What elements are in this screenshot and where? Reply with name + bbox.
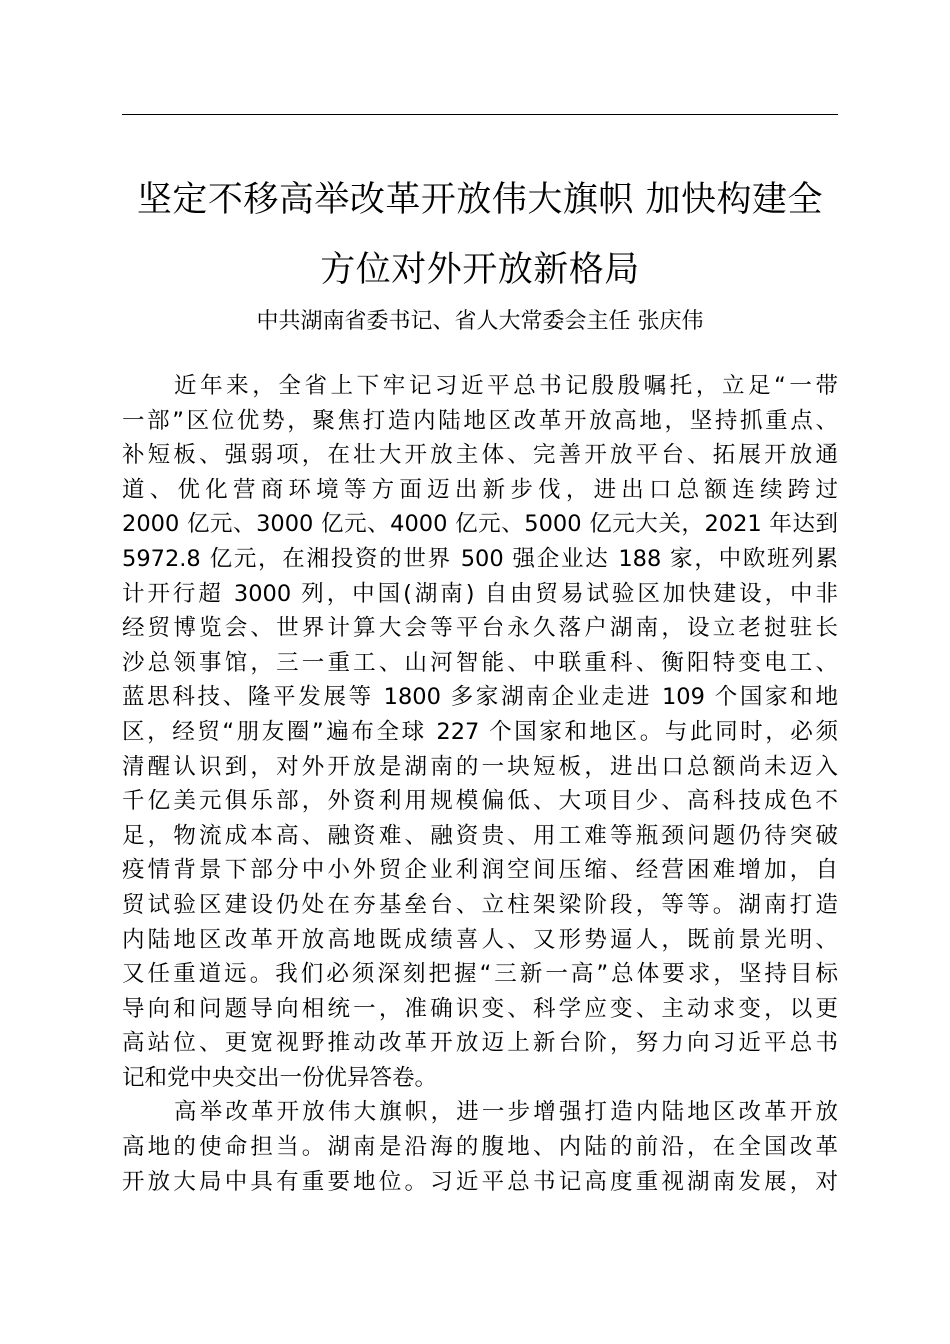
paragraph-line: 高站位、更宽视野推动改革开放迈上新台阶，努力向习近平总书 [122,1030,838,1057]
paragraph-line: 导向和问题导向相统一，准确识变、科学应变、主动求变，以更 [122,995,838,1022]
paragraph-line: 清醒认识到，对外开放是湖南的一块短板，进出口总额尚未迈入 [122,753,838,780]
paragraph-line: 沙总领事馆，三一重工、山河智能、中联重科、衡阳特变电工、 [122,649,838,676]
paragraph-line: 又任重道远。我们必须深刻把握“三新一高”总体要求，坚持目标 [122,961,838,988]
paragraph-line: 足，物流成本高、融资难、融资贵、用工难等瓶颈问题仍待突破 [122,822,838,849]
paragraph-1 [122,369,838,1095]
paragraph-line: 高举改革开放伟大旗帜，进一步增强打造内陆地区改革开放 [174,1099,838,1126]
author-byline: 中共湖南省委书记、省人大常委会主任 张庆伟 [256,309,704,334]
paragraph-line: 2000 亿元、3000 亿元、4000 亿元、5000 亿元大关，2021 年达到 [122,511,838,538]
paragraph-line: 道、优化营商环境等方面迈出新步伐，进出口总额连续跨过 [122,476,838,503]
paragraph-line: 疫情背景下部分中小外贸企业利润空间压缩、经营困难增加，自 [122,857,838,884]
article-title-line-1: 坚定不移高举改革开放伟大旗帜 加快构建全 [136,180,824,220]
paragraph-line: 蓝思科技、隆平发展等 1800 多家湖南企业走进 109 个国家和地 [122,684,838,711]
paragraph-line: 内陆地区改革开放高地既成绩喜人、又形势逼人，既前景光明、 [122,926,838,953]
paragraph-line: 记和党中央交出一份优异答卷。 [122,1064,438,1091]
paragraph-line: 贸试验区建设仍处在夯基垒台、立柱架梁阶段，等等。湖南打造 [122,891,838,918]
paragraph-line: 计开行超 3000 列，中国(湖南) 自由贸易试验区加快建设，中非 [122,580,838,607]
article-title-line-2: 方位对外开放新格局 [320,250,640,290]
paragraph-line: 区，经贸“朋友圈”遍布全球 227 个国家和地区。与此同时，必须 [122,718,838,745]
paragraph-2 [122,1095,838,1199]
paragraph-line: 5972.8 亿元，在湘投资的世界 500 强企业达 188 家，中欧班列累 [122,545,838,572]
paragraph-line: 高地的使命担当。湖南是沿海的腹地、内陆的前沿，在全国改革 [122,1134,838,1161]
article-body [122,369,838,1199]
paragraph-line: 千亿美元俱乐部，外资利用规模偏低、大项目少、高科技成色不 [122,788,838,815]
paragraph-line: 开放大局中具有重要地位。习近平总书记高度重视湖南发展，对 [122,1168,838,1195]
header-rule [122,114,838,115]
paragraph-line: 补短板、强弱项，在壮大开放主体、完善开放平台、拓展开放通 [122,442,838,469]
paragraph-line: 经贸博览会、世界计算大会等平台永久落户湖南，设立老挝驻长 [122,615,838,642]
paragraph-line: 近年来，全省上下牢记习近平总书记殷殷嘱托，立足“一带 [174,373,838,399]
paragraph-line: 一部”区位优势，聚焦打造内陆地区改革开放高地，坚持抓重点、 [122,407,838,434]
